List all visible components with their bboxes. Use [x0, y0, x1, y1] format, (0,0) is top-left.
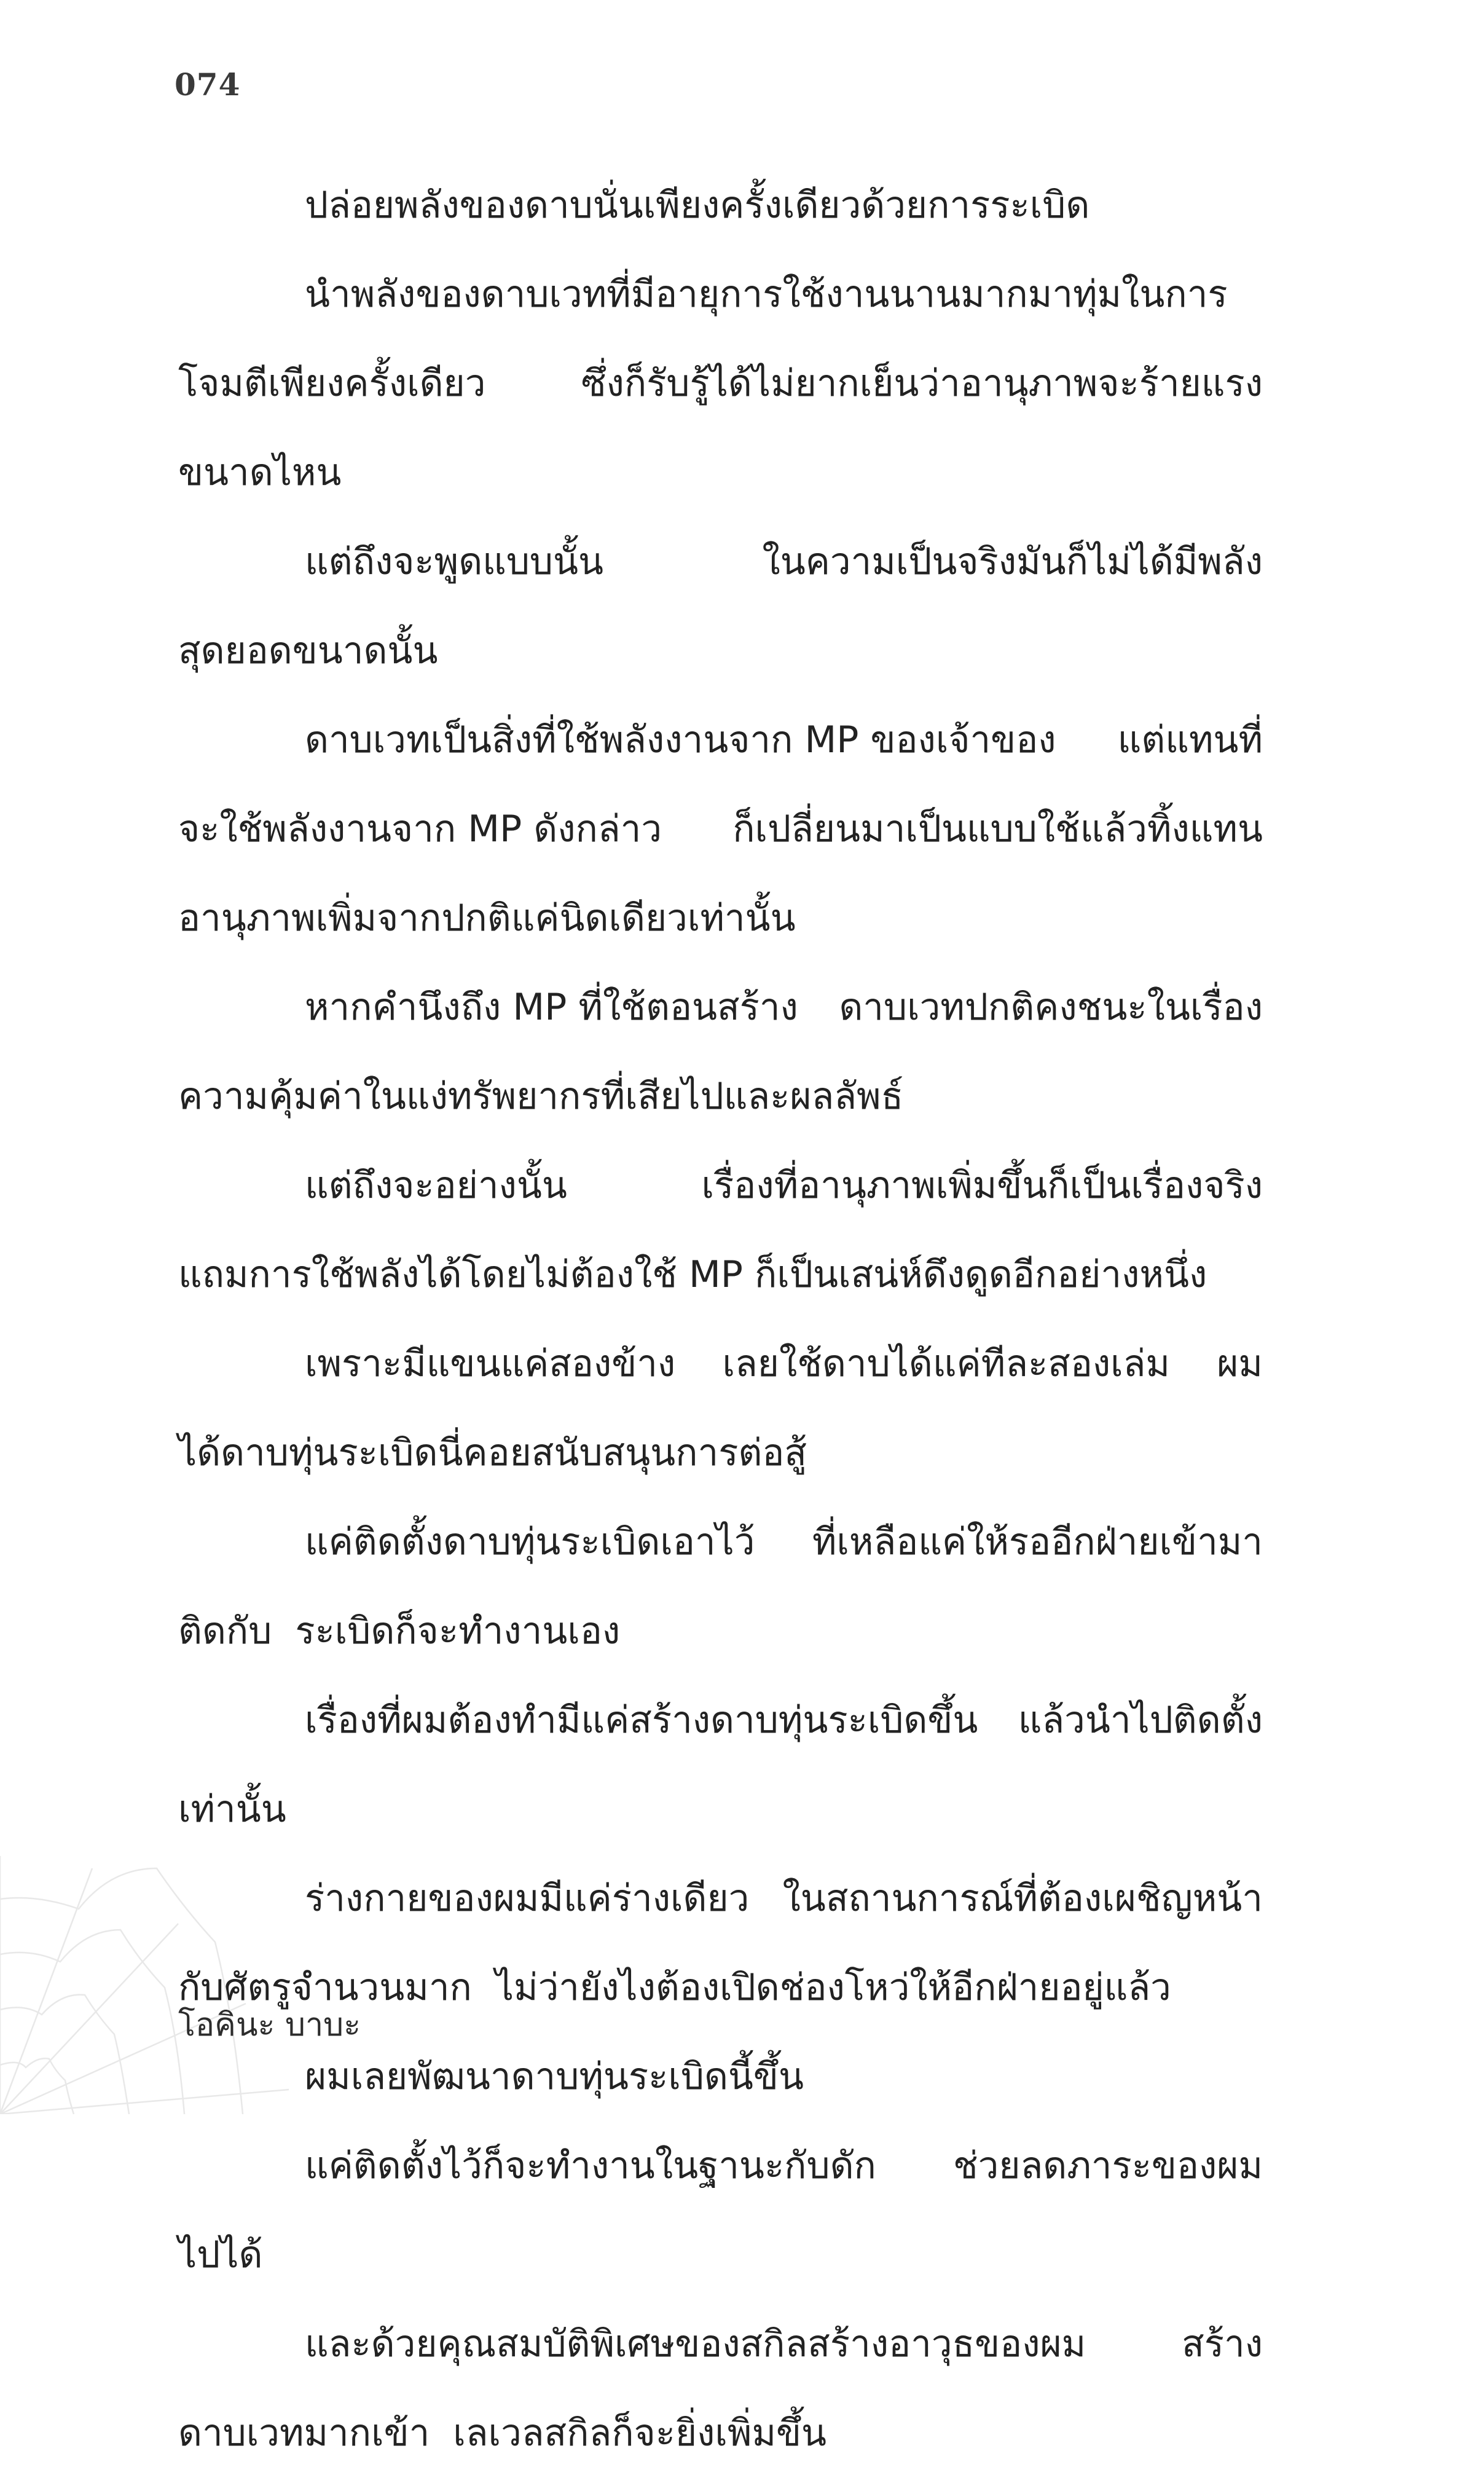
text-line — [178, 1498, 1263, 1587]
text-segment: จะใช้พลังงานจาก MP ดังกล่าว — [178, 808, 662, 851]
text-segment: ติดกับ — [178, 1610, 272, 1653]
text-segment: ปล่อยพลังของดาบนั่นเพียงครั้งเดียวด้วยการระเบิด — [305, 184, 1090, 227]
text-segment: และด้วยคุณสมบัติพิเศษของสกิลสร้างอาวุธของผม — [305, 2323, 1086, 2366]
text-segment: แต่แทนที่ — [1117, 718, 1263, 761]
text-segment: ระเบิดก็จะทำงานเอง — [295, 1610, 621, 1653]
text-line — [178, 1141, 1263, 1230]
text-line — [178, 250, 1263, 339]
text-segment: เรื่องที่อานุภาพเพิ่มขึ้นก็เป็นเรื่องจริง — [701, 1164, 1263, 1207]
text-segment: อานุภาพเพิ่มจากปกติแค่นิดเดียวเท่านั้น — [178, 897, 796, 940]
text-line — [178, 161, 1263, 250]
text-segment: แค่ติดตั้งไว้ก็จะทำงานในฐานะกับดัก — [305, 2144, 876, 2187]
text-segment: ดาบเวทมากเข้า — [178, 2412, 430, 2455]
page-number: 074 — [175, 66, 241, 103]
text-segment: หากคำนึงถึง MP ที่ใช้ตอนสร้าง — [305, 986, 798, 1029]
text-segment: ได้ดาบทุ่นระเบิดนี่คอยสนับสนุนการต่อสู้ — [178, 1431, 807, 1474]
text-line — [178, 785, 1263, 874]
text-segment: แต่ถึงจะอย่างนั้น — [305, 1164, 567, 1207]
text-segment: ก็เปลี่ยนมาเป็นแบบใช้แล้วทิ้งแทน — [732, 808, 1263, 851]
text-segment: เท่านั้น — [178, 1788, 286, 1831]
text-segment: ที่เหลือแค่ให้รออีกฝ่ายเข้ามา — [812, 1520, 1263, 1564]
text-segment: เลยใช้ดาบได้แค่ทีละสองเล่ม — [722, 1342, 1170, 1385]
text-segment: กับศัตรูจำนวนมาก — [178, 1966, 472, 2009]
text-line — [178, 2211, 1263, 2300]
text-segment: ดาบเวทปกติคงชนะในเรื่อง — [839, 986, 1263, 1029]
text-line — [178, 2122, 1263, 2211]
text-segment: ผม — [1217, 1342, 1263, 1385]
text-line — [178, 607, 1263, 696]
text-segment: ร่างกายของผมมีแค่ร่างเดียว — [305, 1877, 750, 1920]
text-line — [178, 1587, 1263, 1676]
text-segment: สุดยอดขนาดนั้น — [178, 629, 438, 672]
text-segment: เรื่องที่ผมต้องทำมีแค่สร้างดาบทุ่นระเบิดขึ้น — [305, 1699, 978, 1742]
text-line — [178, 1676, 1263, 1765]
text-segment: ขนาดไหน — [178, 451, 342, 494]
text-segment: แต่ถึงจะพูดแบบนั้น — [305, 540, 604, 583]
text-line — [178, 696, 1263, 785]
text-segment: ดาบเวทเป็นสิ่งที่ใช้พลังงานจาก MP ของเจ้าของ — [305, 718, 1056, 761]
text-segment: ไม่ว่ายังไงต้องเปิดช่องโหว่ให้อีกฝ่ายอยู่แล้ว — [495, 1966, 1171, 2009]
text-line — [178, 1320, 1263, 1409]
text-segment: ผมเลยพัฒนาดาบทุ่นระเบิดนี้ขึ้น — [305, 2055, 804, 2098]
text-line — [178, 1854, 1263, 1943]
text-line — [178, 2300, 1263, 2389]
text-segment: โจมตีเพียงครั้งเดียว — [178, 362, 486, 405]
text-segment: แถมการใช้พลังได้โดยไม่ต้องใช้ MP ก็เป็นเสน่ห์ดึงดูดอีกอย่างหนึ่ง — [178, 1253, 1207, 1296]
text-segment: ในความเป็นจริงมันก็ไม่ได้มีพลัง — [762, 540, 1263, 583]
body-text — [178, 161, 1263, 2478]
text-line — [178, 874, 1263, 963]
text-segment: แค่ติดตั้งดาบทุ่นระเบิดเอาไว้ — [305, 1520, 755, 1564]
text-segment: ไปได้ — [178, 2233, 263, 2276]
text-line — [178, 517, 1263, 607]
text-segment: เลเวลสกิลก็จะยิ่งเพิ่มขึ้น — [453, 2412, 827, 2455]
text-line — [178, 1052, 1263, 1141]
text-line — [178, 963, 1263, 1052]
text-segment: ในสถานการณ์ที่ต้องเผชิญหน้า — [782, 1877, 1263, 1920]
text-segment: แล้วนำไปติดตั้ง — [1018, 1699, 1263, 1742]
text-line — [178, 1409, 1263, 1498]
text-line — [178, 2389, 1263, 2478]
text-segment: ช่วยลดภาระของผม — [952, 2144, 1263, 2187]
text-segment: ซึ่งก็รับรู้ได้ไม่ยากเย็นว่าอานุภาพจะร้ายแรง — [581, 362, 1263, 405]
text-segment: สร้าง — [1182, 2323, 1263, 2366]
text-line — [178, 428, 1263, 517]
text-line — [178, 1765, 1263, 1854]
text-line — [178, 339, 1263, 428]
text-segment: เพราะมีแขนแค่สองข้าง — [305, 1342, 676, 1385]
text-segment: นำพลังของดาบเวทที่มีอายุการใช้งานนานมากมาทุ่มในการ — [305, 273, 1228, 316]
spider-web-decoration — [0, 1856, 289, 2114]
author-name: โอคินะ บาบะ — [178, 2007, 361, 2043]
text-segment: ความคุ้มค่าในแง่ทรัพยากรที่เสียไปและผลลัพธ์ — [178, 1075, 904, 1118]
text-line — [178, 1230, 1263, 1320]
